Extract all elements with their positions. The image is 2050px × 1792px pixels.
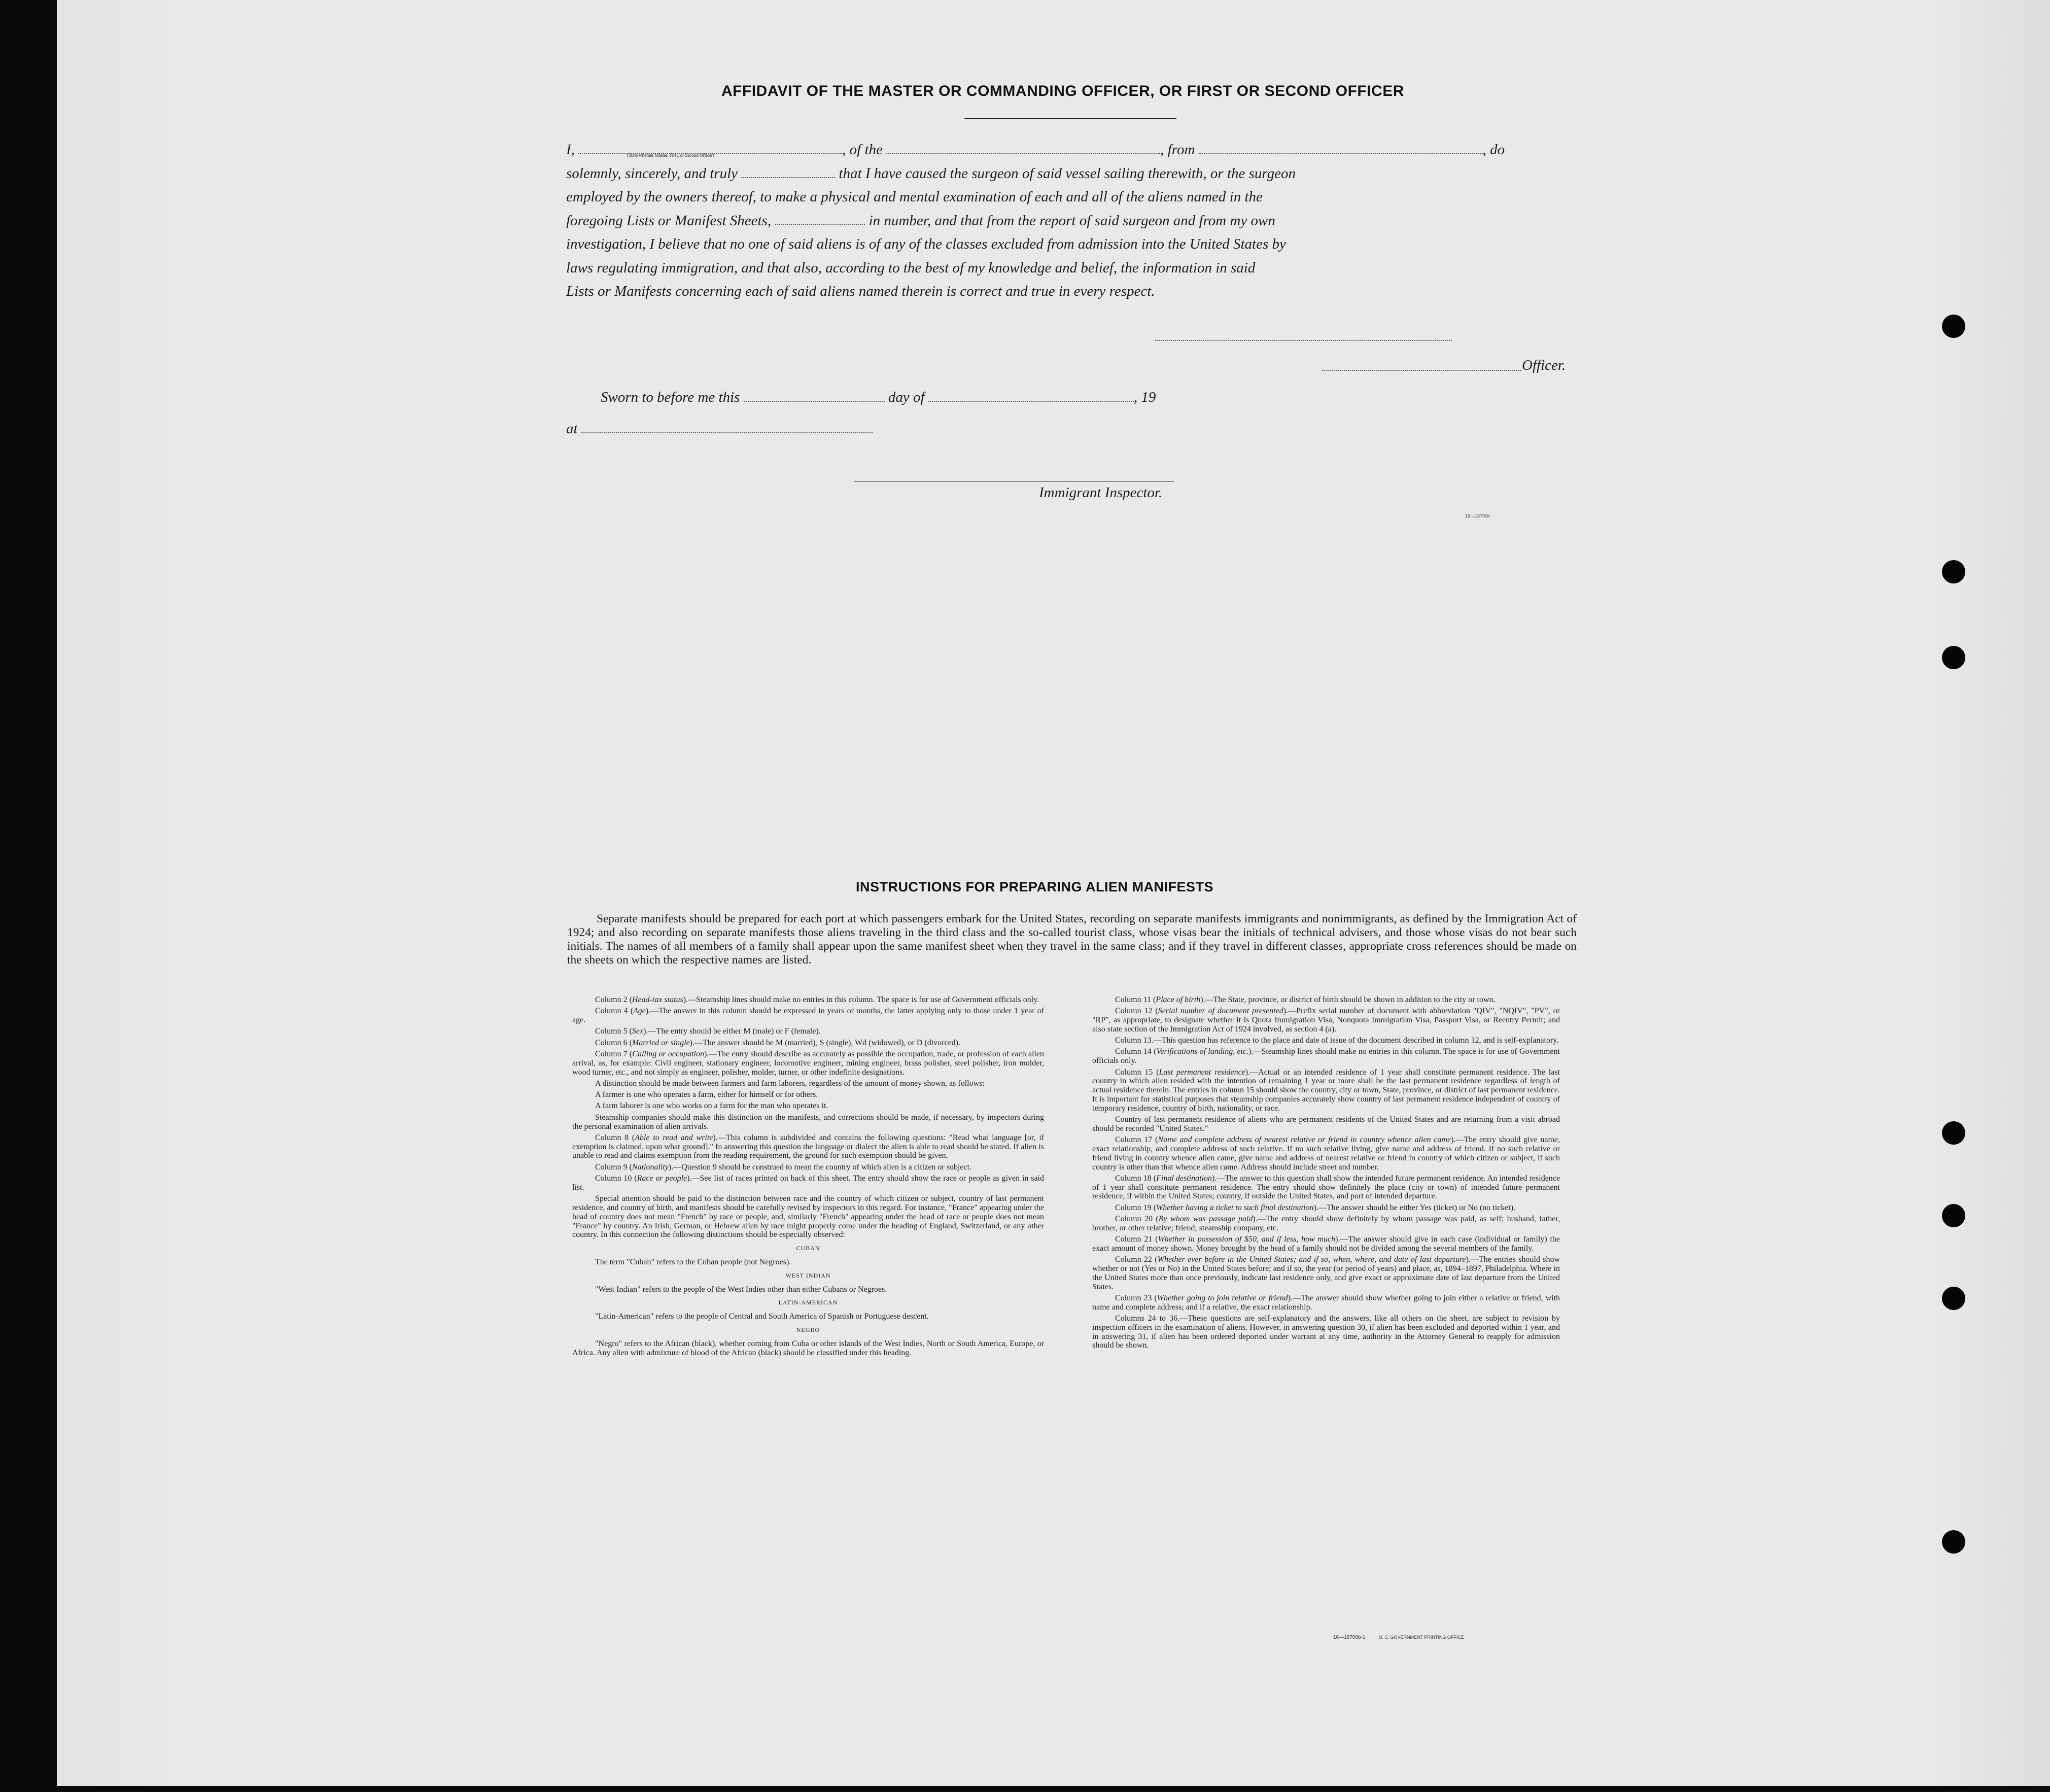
binder-hole [1942, 1287, 1965, 1310]
column-lead: Column 23 ( [1115, 1293, 1157, 1302]
affidavit-line-2: solemnly, sincerely, and truly that I have caused the surgeon of said vessel sailing therewith, or the surgeon [566, 165, 1296, 182]
column-topic: Calling or occupation [632, 1049, 704, 1058]
left-paragraph [572, 1090, 1044, 1099]
column-topic: Sex [632, 1027, 644, 1036]
left-paragraph [572, 1174, 1044, 1192]
column-topic: Married or single [632, 1038, 690, 1047]
sheet-count-field[interactable] [775, 220, 865, 225]
left-paragraph [572, 1079, 1044, 1088]
column-lead: Column 21 ( [1115, 1235, 1158, 1244]
paragraph-text: ).—The answer should be M (married), S (single), Wd (widowed), or D (divorced). [689, 1038, 961, 1047]
right-paragraph [1092, 995, 1560, 1005]
affidavit-line-4: foregoing Lists or Manifest Sheets, in number, and that from the report of said surgeon and from my own [566, 212, 1275, 229]
right-paragraph [1092, 1255, 1560, 1291]
binder-hole [1942, 646, 1965, 669]
sworn-month-field[interactable] [928, 397, 1134, 402]
affidavit-line-7: Lists or Manifests concerning each of said aliens named therein is correct and true in every respect. [566, 283, 1155, 299]
left-paragraph [572, 1163, 1044, 1172]
affidavit-title: AFFIDAVIT OF THE MASTER OR COMMANDING OFFICER, OR FIRST OR SECOND OFFICER [721, 83, 1404, 99]
column-topic: Head-tax status [632, 995, 683, 1004]
paragraph-text: ).—The answer should give in each case (individual or family) the exact amount of money shown. Money brought by the head of a family should not be divided among the several members of the family. [1092, 1235, 1560, 1253]
sworn-day-field[interactable] [744, 397, 885, 402]
left-paragraph [572, 1133, 1044, 1160]
paragraph-text: A distinction should be made between farmers and farm laborers, regardless of the amount of money shown, as follows: [595, 1079, 985, 1088]
signature-line[interactable] [1155, 340, 1452, 341]
left-paragraph [572, 1007, 1044, 1025]
heading-cuban: CUBAN [796, 1245, 820, 1252]
heading-latin-american: LATIN-AMERICAN [778, 1299, 838, 1306]
column-topic: Place of birth [1156, 995, 1201, 1004]
paragraph-text: Country of last permanent residence of aliens who are permanent residents of the United States and are returning from a visit abroad should be recorded "United States." [1092, 1115, 1560, 1133]
officer-label: Officer. [1522, 357, 1566, 373]
instructions-left-column [572, 995, 1044, 1360]
inspector-label: Immigrant Inspector. [1039, 485, 1163, 501]
binder-hole [1942, 315, 1965, 338]
column-topic: Final destination [1156, 1174, 1212, 1183]
paragraph-text: ).—This column is subdivided and contains the following questions: "Read what language [or, if exemption is claimed, upon what ground]." In answering this question the language or dialect the alien is able to read should be stated. If alien is unable to read and claims exemption from the reading requirement, the ground for such exemption should be given. [572, 1133, 1045, 1160]
column-lead: Column 15 ( [1115, 1067, 1159, 1077]
paragraph-text: Steamship companies should make this distinction on the manifests, and corrections should be made, if necessary, by inspectors during the personal examination of alien arrivals. [572, 1113, 1044, 1131]
sworn-place-field[interactable] [581, 428, 873, 433]
column-lead: Column 22 ( [1115, 1255, 1158, 1264]
instructions-title: INSTRUCTIONS FOR PREPARING ALIEN MANIFESTS [856, 879, 1214, 894]
paragraph-text: Columns 24 to 36.—These questions are self-explanatory and the answers, like all others on the sheet, are subject to revision by inspection officers in the examination of aliens. However, in answering question 30, if alien has been excluded and deported within 1 year, and in answering 31, if alien has been ordered deported under warrant at any time, authority in the Attorney General to reapply for admission should be shown. [1092, 1314, 1560, 1350]
text-negro: "Negro" refers to the African (black), whether coming from Cuba or other islands of the West Indies, North or South America, Europe, or Africa. Any alien with admixture of blood of the African (black) should be classified under this heading. [572, 1339, 1044, 1357]
paragraph-text: ).—The answer in this column should be expressed in years or months, the latter applying only to those under 1 year of age. [572, 1007, 1045, 1025]
right-paragraph [1092, 1203, 1560, 1213]
column-lead: Column 8 ( [595, 1133, 635, 1142]
affidavit-line-6: laws regulating immigration, and that also, according to the best of my knowledge and belief, the information in said [566, 259, 1256, 276]
paragraph-text: A farmer is one who operates a farm, either for himself or for others. [595, 1090, 818, 1099]
column-topic: Whether going to join relative or friend [1157, 1293, 1288, 1302]
officer-rank-note: (State whether Master, First, or Second Officer) [627, 153, 714, 158]
right-paragraph-list [1092, 995, 1560, 1350]
text-cuban: The term "Cuban" refers to the Cuban people (not Negroes). [595, 1257, 791, 1266]
text-west-indian: "West Indian" refers to the people of the West Indies other than either Cubans or Negroes. [595, 1285, 887, 1294]
binder-hole [1942, 560, 1965, 583]
paragraph-text: ).—The answer should show whether going to join either a relative or friend, with name and complete address; and if a relative, the exact relationship. [1092, 1293, 1560, 1312]
paragraph-text: —This question has reference to the place and date of issue of the document described in column 12, and is self-explanatory. [1153, 1036, 1559, 1045]
right-paragraph [1092, 1068, 1560, 1113]
right-paragraph [1092, 1314, 1560, 1350]
right-paragraph [1092, 1115, 1560, 1133]
column-lead: Column 10 ( [595, 1174, 637, 1183]
affirmation-field[interactable] [741, 173, 835, 178]
column-topic: Nationality [632, 1162, 669, 1171]
column-lead: Column 4 ( [595, 1007, 634, 1016]
right-paragraph [1092, 1047, 1560, 1065]
affidavit-line-5: investigation, I believe that no one of said aliens is of any of the classes excluded from admission into the United States by [566, 236, 1286, 252]
paragraph-text: ).—The answer should be either Yes (ticket) or No (no ticket). [1313, 1203, 1516, 1212]
column-lead: Column 19 ( [1115, 1203, 1156, 1212]
instructions-right-column [1092, 995, 1560, 1353]
right-paragraph [1092, 1174, 1560, 1201]
affidavit-body [566, 138, 1576, 303]
paragraph-text: ).—The entry should give name, exact relationship, and complete address of such relative. If no such relative living, give name and address of friend. If no such relative or friend living in country whence alien came, give name and address of nearest relative or friend in country of which citizen or subject, if such country is other than that whence alien came. Address should include street and number. [1092, 1135, 1560, 1171]
column-topic: Whether ever before in the United States; and if so, when, where, and date of last departure [1157, 1255, 1466, 1264]
column-lead: Column 6 ( [595, 1038, 632, 1047]
paragraph-text: ).—The entry should show definitely by whom passage was paid, as self; husband, father, brother, or other relative; friend; steamship company, etc. [1092, 1215, 1560, 1232]
paragraph-text: ).—Steamship lines should make no entries in this column. The space is for use of Government officials only. [1092, 1047, 1560, 1065]
right-paragraph [1092, 1235, 1560, 1253]
binder-hole [1942, 1530, 1965, 1554]
heading-negro: NEGRO [796, 1326, 820, 1333]
column-lead: Column 14 ( [1115, 1047, 1157, 1056]
paragraph-text: ).—Question 9 should be construed to mean the country of which alien is a citizen or subject. [668, 1162, 972, 1171]
column-topic: Whether having a ticket to such final destination [1156, 1203, 1314, 1212]
left-paragraph [572, 1050, 1044, 1077]
right-paragraph [1092, 1007, 1560, 1033]
column-topic: Age [633, 1007, 646, 1016]
column-lead: Column 9 ( [595, 1162, 632, 1171]
paragraph-text: ).—The State, province, or district of birth should be shown in addition to the city or town. [1200, 995, 1496, 1004]
paragraph-text: ).—See list of races printed on back of this sheet. The entry should show the race or people as given in said list. [572, 1174, 1045, 1192]
text-latin-american: "Latin-American" refers to the people of Central and South America of Spanish or Portuguese descent. [595, 1312, 929, 1321]
officer-signature-line[interactable] [1322, 370, 1521, 371]
column-topic: Name and complete address of nearest relative or friend in country whence alien came [1158, 1135, 1451, 1145]
right-paragraph [1092, 1215, 1560, 1233]
footer-printing-office: U. S. GOVERNMENT PRINTING OFFICE [1379, 1635, 1464, 1640]
left-paragraph [572, 1101, 1044, 1111]
document-page [57, 0, 2050, 1786]
column-lead: Column 11 ( [1115, 995, 1156, 1004]
binder-hole [1942, 1121, 1965, 1145]
instructions-intro: Separate manifests should be prepared for each port at which passengers embark for the United States, recording on separate manifests immigrants and nonimmigrants, as defined by the Immigration Act of 1924; and also recording on separate manifests those aliens traveling in the third class and the so-called tourist class, whose visas bear the initials of technical advisers, and those whose visas do not bear such initials. The names of all members of a family shall appear upon the same manifest sheet when they travel in the same class; and if they travel in different classes, appropriate cross references should be made on the sheets on which the respective names are listed. [567, 912, 1577, 967]
sworn-line: Sworn to before me this day of , 19 [601, 389, 1156, 405]
left-paragraph [572, 1039, 1044, 1048]
column-lead: Column 5 ( [595, 1027, 632, 1036]
column-lead: Column 12 ( [1115, 1007, 1158, 1016]
form-number: 16—18700b [1465, 513, 1490, 519]
column-topic: Race or people [637, 1174, 687, 1183]
affidavit-line-3: employed by the owners thereof, to make a physical and mental examination of each and all of the aliens named in the [566, 189, 1263, 205]
footer-form-number: 16—18700b-1 [1333, 1635, 1366, 1640]
heading-west-indian: WEST INDIAN [785, 1271, 831, 1279]
paragraph-text: ).—The entries should show whether or not (Yes or No) in the United States before; and if so, the year (or period of years) and place, as, 1894–1897, Philadelphia. Where in the United States more than once previously, indicate last residence only, and give exact or approximate date of last departure from the United States. [1092, 1255, 1560, 1291]
column-topic: Serial number of document presented [1158, 1007, 1283, 1016]
column-topic: Able to read and write [635, 1133, 713, 1142]
column-topic: Verifications of landing, etc. [1156, 1047, 1249, 1056]
left-paragraph-list [572, 995, 1044, 1239]
column-topic: By whom was passage paid [1158, 1215, 1253, 1224]
vessel-name-field[interactable] [886, 149, 1160, 154]
left-paragraph [572, 1113, 1044, 1131]
paragraph-text: ).—The entry should describe as accurately as possible the occupation, trade, or profession of each alien arrival, as, for example: Civil engineer, stationary engineer, locomotive engineer, mining engineer, brass polisher, steel polisher, iron molder, wood turner, etc., and not simply as engineer, polisher, molder, turner, or other indefinite designations. [572, 1049, 1045, 1077]
column-lead: Column 2 ( [595, 995, 632, 1004]
column-lead: Column 7 ( [595, 1049, 633, 1058]
paragraph-text: ).—Actual or an intended residence of 1 year shall constitute permanent residence. The last country in which alien resided with the intention of remaining 1 year or more shall be the last permanent residence regardless of length of actual residence therein. The entries in column 15 should show the country, city or town, State, province, or district of last permanent residence. It is important for statistical purposes that steamship companies accurately show country of last permanent residence independent of country of temporary residence, country of birth, nationality, or race. [1092, 1067, 1560, 1113]
column-topic: Last permanent residence [1159, 1067, 1245, 1077]
at-line: at [566, 417, 873, 441]
column-topic: Whether in possession of $50, and if less, how much [1158, 1235, 1336, 1244]
paragraph-text: ).—The answer to this question shall show the intended future permanent residence. An intended residence of 1 year shall constitute permanent residence. The entry should show definitely the place (city or town) of intended future permanent residence, if within the United States; country, if outside the United States, and port of intended departure. [1092, 1174, 1560, 1201]
paragraph-text: ).—The entry should be either M (male) or F (female). [643, 1027, 821, 1036]
binder-hole [1942, 1204, 1965, 1227]
column-lead: Column 17 ( [1115, 1135, 1158, 1145]
right-paragraph [1092, 1036, 1560, 1045]
title-rule [964, 118, 1176, 119]
paragraph-text: ).—Prefix serial number of document with abbreviation "QIV", "NQIV", "PV", or "RP", as appropriate, to designate whether it is Quota Immigration Visa, Nonquota Immigration Visa, Passport Visa, or Reentry Permit; and also state section of the Immigration Act of 1924 involved, as section 4 (a). [1092, 1007, 1560, 1033]
paragraph-text: Special attention should be paid to the distinction between race and the country of which citizen or subject, country of last permanent residence, and country of birth, and manifests should be carefully revised by inspectors in this regard. For instance, "France" appearing under the head of country does not mean "French" by race or people, and, similarly "French" appearing under the head of race or people does not mean "France" by country. An Irish, German, or Hebrew alien by race might properly come under the heading of England, Switzerland, or any other country. In this connection the following distinctions should be especially observed: [572, 1194, 1044, 1239]
column-lead: Column 13. [1115, 1036, 1154, 1045]
column-lead: Column 20 ( [1115, 1215, 1159, 1224]
right-paragraph [1092, 1135, 1560, 1171]
port-field[interactable] [1199, 149, 1483, 154]
paragraph-text: ).—Steamship lines should make no entries in this column. The space is for use of Government officials only. [683, 995, 1039, 1004]
left-paragraph [572, 1027, 1044, 1036]
left-paragraph [572, 995, 1044, 1005]
left-paragraph [572, 1194, 1044, 1239]
paragraph-text: A farm laborer is one who works on a farm for the man who operates it. [595, 1101, 828, 1111]
right-paragraph [1092, 1294, 1560, 1312]
affidavit-line-1: I, , of the , from , do (State whether Master, First, or Second Officer) [566, 142, 1505, 158]
column-lead: Column 18 ( [1115, 1174, 1157, 1183]
